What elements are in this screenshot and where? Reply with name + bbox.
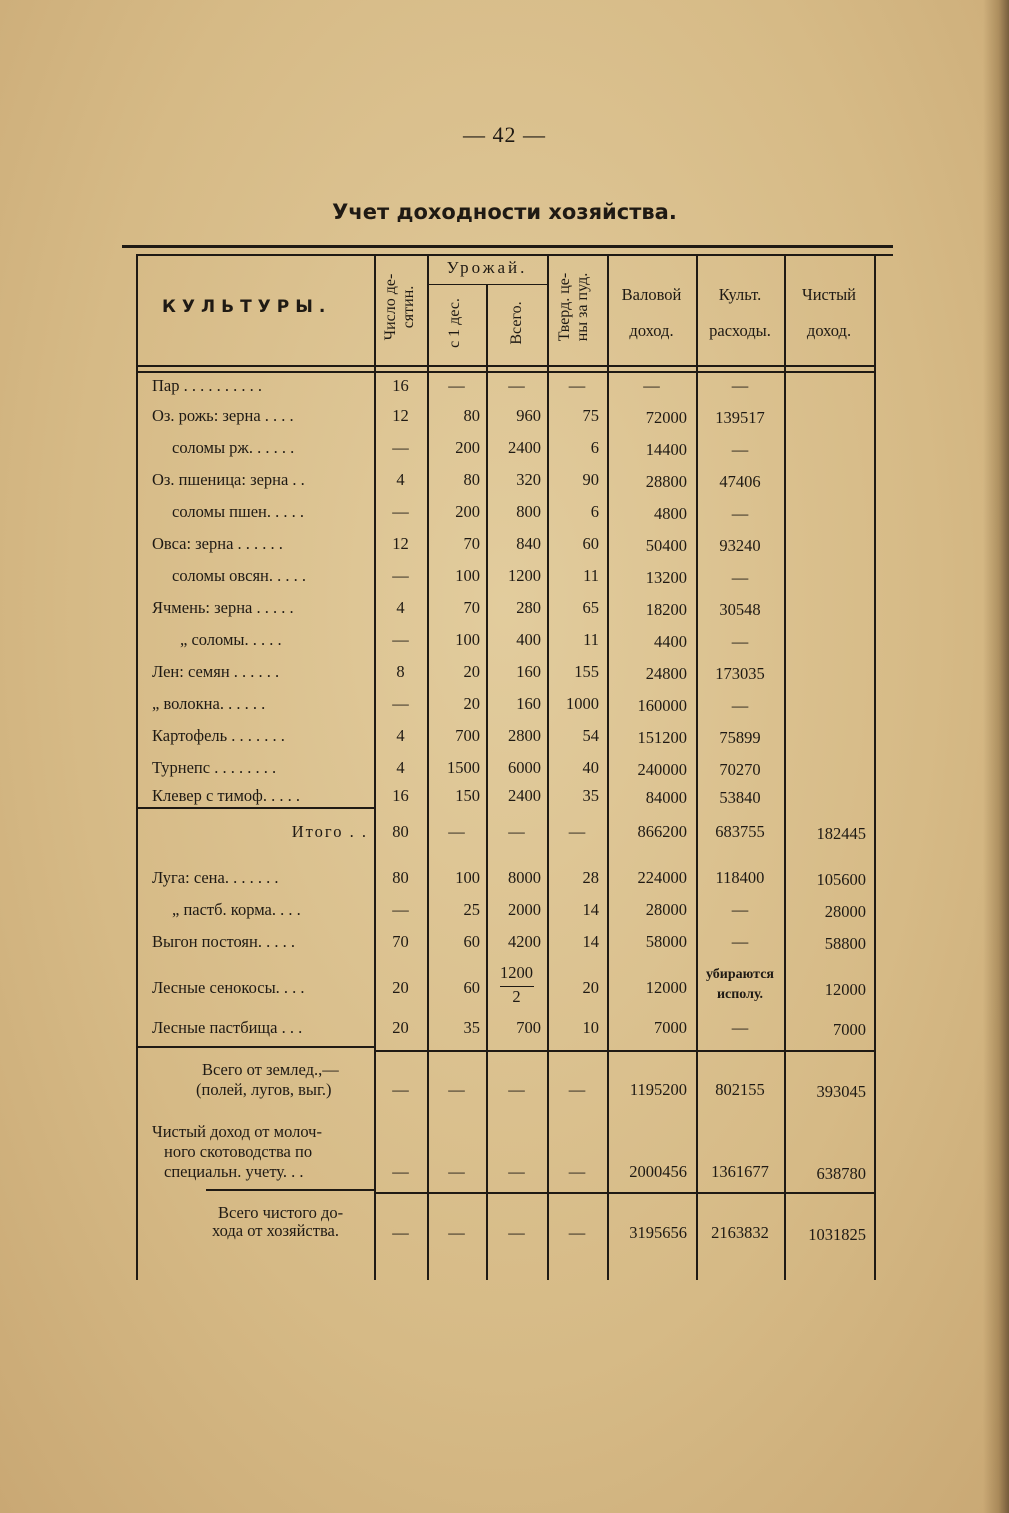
cell-val: 4800 [654, 504, 687, 523]
cell-val: 28000 [645, 900, 687, 919]
row-name: Турнепс . . . . . . . . [152, 758, 277, 777]
vsego-zemled-line2: (полей, лугов, выг.) [196, 1080, 332, 1099]
section-rule [136, 807, 374, 809]
cell-cena: 6 [590, 502, 599, 521]
cell-chist: 182445 [816, 824, 866, 843]
cell-s1: 70 [463, 598, 480, 617]
cell-des: 16 [392, 786, 409, 805]
header-subrule [427, 284, 547, 285]
cell-cena: 11 [583, 630, 599, 649]
header-chist-1: Чистый [801, 285, 856, 304]
cell-cena: 14 [582, 932, 599, 951]
cell-cena: — [568, 376, 586, 395]
header-chislo-line2: сятин. [400, 285, 417, 329]
cell-val: 14400 [645, 440, 687, 459]
row-name: „ волокна. . . . . . [152, 694, 266, 713]
header-bottom-rule [136, 365, 874, 367]
header-kultury: КУЛЬТУРЫ. [162, 297, 332, 317]
cell-kult-line2: исполу. [716, 987, 764, 1002]
row-name: Картофель . . . . . . . [152, 726, 285, 745]
header-tverd-line1: Тверд. це- [556, 272, 573, 342]
cell-des: 12 [392, 534, 409, 553]
header-kult-2: расходы. [709, 321, 771, 340]
row-name: Луга: сена. . . . . . . [152, 868, 279, 887]
cell-vsego: 8000 [508, 868, 541, 887]
cell-kult: — [731, 1018, 749, 1037]
cell-kult: — [731, 900, 749, 919]
cell-des: 20 [392, 978, 409, 997]
cell-s1: 80 [463, 470, 480, 489]
cell-vsego: — [508, 1080, 525, 1099]
row-name: Лесные пастбища . . . [152, 1018, 303, 1037]
cell-cena: 10 [582, 1018, 599, 1037]
cell-des: — [392, 1080, 409, 1099]
header-urozhai: Урожай. [446, 258, 528, 277]
cell-s1: — [448, 1223, 465, 1242]
cell-s1: 100 [455, 630, 480, 649]
cell-des: 4 [396, 726, 405, 745]
cell-s1: 200 [455, 502, 480, 521]
section-rule [136, 1046, 374, 1048]
cell-vsego: 960 [516, 406, 541, 425]
cell-kult: — [731, 632, 749, 651]
moloch-line3: специальн. учету. . . [164, 1162, 304, 1181]
row-name: Лен: семян . . . . . . [152, 662, 280, 681]
cell-s1: 700 [455, 726, 480, 745]
row-name: Выгон постоян. . . . . [152, 932, 295, 951]
section-rule-right [374, 1050, 874, 1052]
cell-vsego: 280 [516, 598, 541, 617]
row-name: Оз. пшеница: зерна . . [152, 470, 305, 489]
cell-cena: — [568, 1223, 586, 1242]
cell-des: — [392, 694, 409, 713]
row-name: соломы овсян. . . . . [172, 566, 306, 585]
cell-kult: 139517 [715, 408, 765, 427]
cell-cena: 65 [582, 598, 599, 617]
cell-s1: — [448, 1080, 465, 1099]
cell-chist: 638780 [816, 1164, 866, 1183]
cell-chist: 28000 [824, 902, 866, 921]
cell-val: 24800 [645, 664, 687, 683]
vsego-zemled-line1: Всего от землед.,— [202, 1060, 339, 1079]
header-chist-2: доход. [806, 321, 852, 340]
cell-val: 28800 [645, 472, 687, 491]
cell-kult: 683755 [715, 822, 765, 841]
cell-vsego: 1200 [508, 566, 541, 585]
cell-cena: 40 [582, 758, 599, 777]
cell-val: 224000 [637, 868, 687, 887]
cell-val: 18200 [645, 600, 687, 619]
section-rule-right [374, 1192, 874, 1194]
cell-cena: 28 [582, 868, 599, 887]
itogo-label: Итого . . [291, 822, 368, 841]
cell-val: — [643, 376, 660, 395]
cell-val: 84000 [645, 788, 687, 807]
cell-kult: 2163832 [711, 1223, 769, 1242]
cell-cena: 54 [582, 726, 599, 745]
cell-cena: — [568, 1080, 586, 1099]
cell-cena: 20 [582, 978, 599, 997]
cell-des: 4 [396, 758, 405, 777]
cell-chist: 105600 [816, 870, 866, 889]
cell-vsego-numerator: 1200 [500, 963, 533, 982]
cell-vsego: 800 [516, 502, 541, 521]
income-table [122, 245, 893, 1280]
table-top-rule-inner [136, 254, 893, 256]
cell-chist: 1031825 [808, 1225, 866, 1244]
cell-kult: 53840 [719, 788, 761, 807]
row-name: Пар . . . . . . . . . . [152, 376, 262, 395]
row-name: Оз. рожь: зерна . . . . [152, 406, 294, 425]
cell-kult: 1361677 [711, 1162, 769, 1181]
header-tverd [556, 254, 592, 360]
table-left-border [136, 254, 138, 1280]
cell-vsego: 2400 [508, 438, 541, 457]
cell-chist: 12000 [824, 980, 866, 999]
cell-des: 70 [392, 932, 409, 951]
row-name: соломы рж. . . . . . [172, 438, 295, 457]
vsego-chist-line1: Всего чистого до- [218, 1203, 344, 1222]
cell-s1: 100 [455, 566, 480, 585]
cell-chist: 58800 [824, 934, 866, 953]
cell-s1: 20 [463, 662, 480, 681]
cell-val: 4400 [654, 632, 687, 651]
cell-s1: 35 [463, 1018, 480, 1037]
cell-val: 2000456 [629, 1162, 687, 1181]
cell-val: 1195200 [629, 1080, 687, 1099]
cell-vsego: — [508, 1223, 525, 1242]
cell-kult: — [731, 696, 749, 715]
cell-des: 8 [396, 662, 405, 681]
cell-val: 7000 [654, 1018, 687, 1037]
cell-vsego: 160 [516, 662, 541, 681]
header-vsego: Всего. [508, 301, 525, 345]
cell-cena: — [568, 822, 586, 841]
cell-vsego-denominator: 2 [512, 987, 521, 1006]
cell-des: — [392, 900, 409, 919]
row-name: „ пастб. корма. . . . [172, 900, 301, 919]
cell-kult: — [731, 568, 749, 587]
header-tverd-line2: ны за пуд. [574, 272, 591, 342]
cell-des: 12 [392, 406, 409, 425]
cell-des: 80 [392, 822, 409, 841]
cell-s1: — [448, 1162, 465, 1181]
cell-val: 866200 [637, 822, 687, 841]
header-chislo-line1: Число де- [382, 273, 399, 341]
cell-cena: 6 [590, 438, 599, 457]
cell-vsego: 400 [516, 630, 541, 649]
cell-kult: — [731, 932, 749, 951]
cell-kult: 173035 [715, 664, 765, 683]
header-chislo [382, 257, 418, 357]
cell-s1: 200 [455, 438, 480, 457]
moloch-line2: ного скотоводства по [164, 1142, 313, 1161]
cell-val: 240000 [637, 760, 687, 779]
cell-s1: 60 [463, 932, 480, 951]
cell-cena: 35 [582, 786, 599, 805]
cell-s1: — [448, 822, 465, 841]
row-name: „ соломы. . . . . [180, 630, 282, 649]
moloch-line1: Чистый доход от молоч- [152, 1122, 322, 1141]
cell-val: 72000 [645, 408, 687, 427]
row-name: Ячмень: зерна . . . . . [152, 598, 294, 617]
cell-des: 4 [396, 470, 405, 489]
cell-des: — [392, 502, 409, 521]
cell-s1: 100 [455, 868, 480, 887]
cell-val: 151200 [637, 728, 687, 747]
cell-cena: — [568, 1162, 586, 1181]
cell-vsego: — [508, 1162, 525, 1181]
header-kult-1: Культ. [718, 285, 762, 304]
header-valovoi-1: Валовой [621, 285, 682, 304]
cell-des: — [392, 566, 409, 585]
cell-vsego: 2800 [508, 726, 541, 745]
row-name: Клевер с тимоф. . . . . [152, 786, 300, 805]
cell-s1: — [448, 376, 465, 395]
cell-s1: 20 [463, 694, 480, 713]
row-name: соломы пшен. . . . . [172, 502, 304, 521]
cell-vsego: 2000 [508, 900, 541, 919]
cell-cena: 11 [583, 566, 599, 585]
row-name: Овса: зерна . . . . . . [152, 534, 283, 553]
cell-des: — [392, 438, 409, 457]
page-edge-shadow [983, 0, 1009, 1513]
cell-val: 58000 [645, 932, 687, 951]
cell-kult-line1: убираются [705, 967, 775, 982]
page-number: — 42 — [463, 122, 546, 147]
cell-des: — [392, 1162, 409, 1181]
header-bottom-rule-2 [136, 371, 874, 373]
cell-vsego: 700 [516, 1018, 541, 1037]
cell-cena: 14 [582, 900, 599, 919]
cell-s1: 70 [463, 534, 480, 553]
header-valovoi-2: доход. [629, 321, 674, 340]
cell-vsego: — [508, 822, 525, 841]
cell-cena: 60 [582, 534, 599, 553]
cell-des: 16 [392, 376, 409, 395]
cell-vsego: 6000 [508, 758, 541, 777]
cell-des: 4 [396, 598, 405, 617]
vsego-chist-line2: хода от хозяйства. [212, 1221, 339, 1240]
cell-val: 50400 [645, 536, 687, 555]
cell-kult: 75899 [719, 728, 761, 747]
cell-s1: 25 [463, 900, 480, 919]
cell-vsego: — [508, 376, 525, 395]
cell-kult: 118400 [715, 868, 765, 887]
cell-val: 13200 [645, 568, 687, 587]
cell-kult: 802155 [715, 1080, 765, 1099]
cell-val: 160000 [637, 696, 687, 715]
page-title: Учет доходности хозяйства. [332, 200, 677, 224]
cell-vsego: 840 [516, 534, 541, 553]
cell-s1: 60 [463, 978, 480, 997]
table-top-rule [122, 245, 893, 248]
col-divider [784, 254, 786, 1280]
cell-vsego: 4200 [508, 932, 541, 951]
cell-chist: 7000 [833, 1020, 866, 1039]
cell-des: 80 [392, 868, 409, 887]
cell-s1: 150 [455, 786, 480, 805]
cell-kult: 47406 [719, 472, 761, 491]
cell-vsego: 2400 [508, 786, 541, 805]
cell-kult: 70270 [719, 760, 761, 779]
header-s1des: с 1 дес. [446, 298, 463, 348]
cell-kult: 93240 [719, 536, 761, 555]
cell-cena: 155 [574, 662, 599, 681]
cell-val: 3195656 [629, 1223, 687, 1242]
row-name: Лесные сенокосы. . . . [152, 978, 305, 997]
col-divider [486, 285, 488, 1280]
cell-s1: 1500 [447, 758, 480, 777]
cell-cena: 90 [582, 470, 599, 489]
cell-kult: — [731, 504, 749, 523]
cell-val: 12000 [645, 978, 687, 997]
cell-kult: 30548 [719, 600, 761, 619]
cell-s1: 80 [463, 406, 480, 425]
cell-vsego: 320 [516, 470, 541, 489]
section-rule [206, 1189, 374, 1191]
cell-cena: 75 [582, 406, 599, 425]
cell-kult: — [731, 440, 749, 459]
cell-des: — [392, 1223, 409, 1242]
cell-kult: — [731, 376, 749, 395]
cell-des: 20 [392, 1018, 409, 1037]
cell-des: — [392, 630, 409, 649]
cell-chist: 393045 [816, 1082, 866, 1101]
cell-vsego: 160 [516, 694, 541, 713]
cell-cena: 1000 [566, 694, 599, 713]
table-right-border [874, 254, 876, 1280]
